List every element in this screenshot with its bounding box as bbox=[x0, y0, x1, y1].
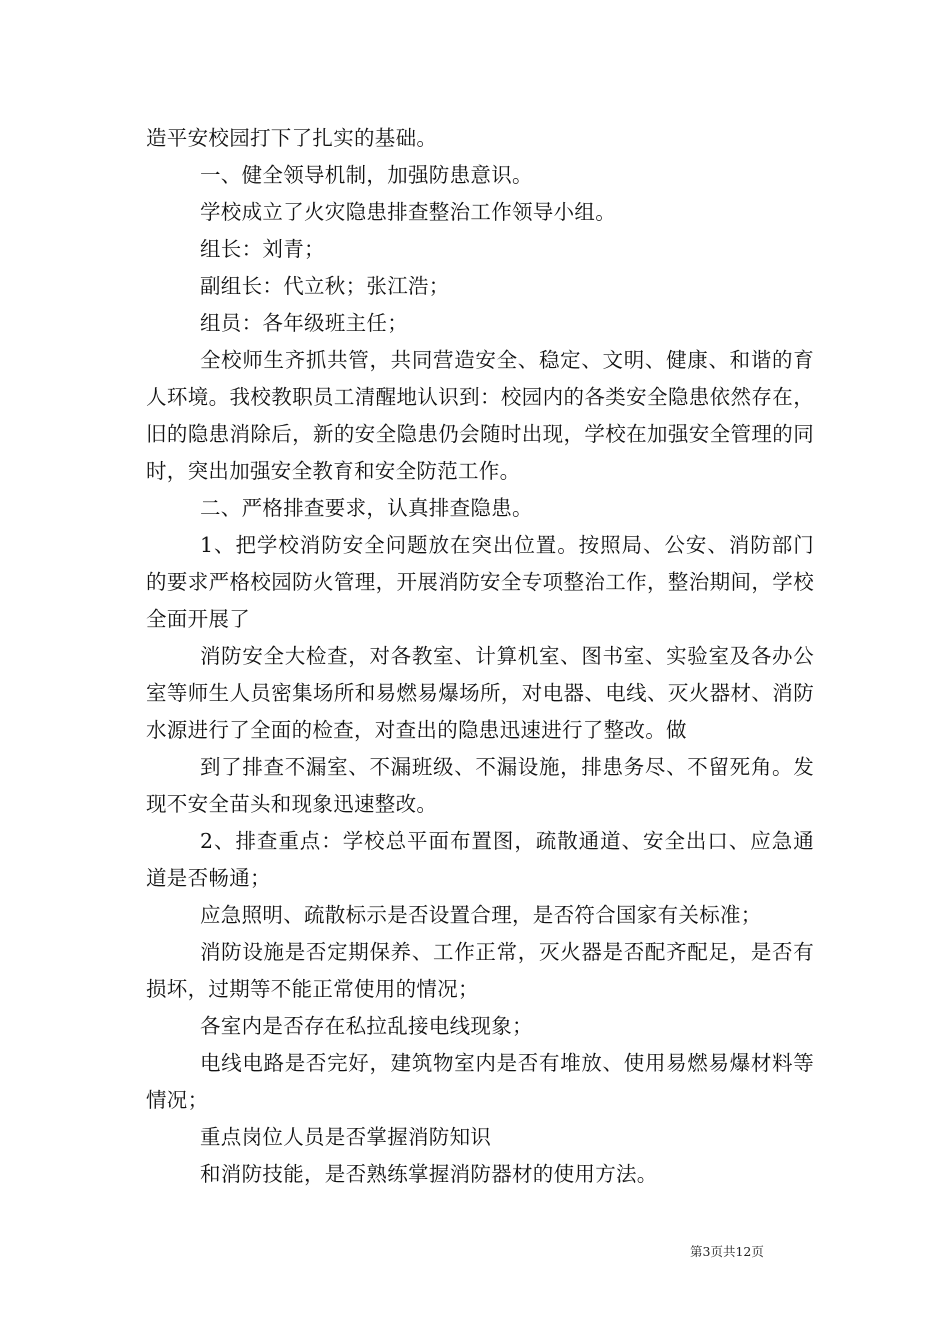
paragraph-13: 各室内是否存在私拉乱接电线现象； bbox=[200, 1014, 533, 1038]
paragraph-3: 组长：刘青； bbox=[200, 237, 325, 261]
paragraph-7: 1、把学校消防安全问题放在突出位置。按照局、公安、消防部门的要求严格校园防火管理，开展消防安全专项整治工作，整治期间，学校全面开展了 bbox=[146, 533, 814, 631]
paragraph-12: 消防设施是否定期保养、工作正常，灭火器是否配齐配足，是否有损坏，过期等不能正常使用的情况； bbox=[146, 940, 814, 1001]
section-heading-2: 二、严格排查要求，认真排查隐患。 bbox=[200, 496, 533, 520]
paragraph-2: 学校成立了火灾隐患排查整治工作领导小组。 bbox=[200, 200, 616, 224]
paragraph-16: 和消防技能，是否熟练掌握消防器材的使用方法。 bbox=[200, 1162, 658, 1186]
paragraph-1: 造平安校园打下了扎实的基础。 bbox=[146, 126, 438, 150]
paragraph-10: 2、排查重点：学校总平面布置图，疏散通道、安全出口、应急通道是否畅通； bbox=[146, 829, 814, 890]
page-number-footer: 第3页共12页 bbox=[690, 1244, 764, 1259]
paragraph-11: 应急照明、疏散标示是否设置合理，是否符合国家有关标准； bbox=[200, 903, 762, 927]
paragraph-5: 组员：各年级班主任； bbox=[200, 311, 408, 335]
paragraph-4: 副组长：代立秋；张江浩； bbox=[200, 274, 450, 298]
paragraph-15: 重点岗位人员是否掌握消防知识 bbox=[200, 1125, 492, 1149]
section-heading-1: 一、健全领导机制，加强防患意识。 bbox=[200, 163, 533, 187]
paragraph-9: 到了排查不漏室、不漏班级、不漏设施，排患务尽、不留死角。发现不安全苗头和现象迅速整改。 bbox=[146, 755, 814, 816]
paragraph-8: 消防安全大检查，对各教室、计算机室、图书室、实验室及各办公室等师生人员密集场所和易燃易爆场所，对电器、电线、灭火器材、消防水源进行了全面的检查，对查出的隐患迅速进行了整改。做 bbox=[146, 644, 814, 742]
paragraph-6: 全校师生齐抓共管，共同营造安全、稳定、文明、健康、和谐的育人环境。我校教职员工清醒地认识到：校园内的各类安全隐患依然存在，旧的隐患消除后，新的安全隐患仍会随时出现，学校在加强安全管理的同时，突出加强安全教育和安全防范工作。 bbox=[146, 348, 814, 483]
paragraph-14: 电线电路是否完好，建筑物室内是否有堆放、使用易燃易爆材料等情况； bbox=[146, 1051, 814, 1112]
document-body bbox=[146, 120, 814, 1193]
